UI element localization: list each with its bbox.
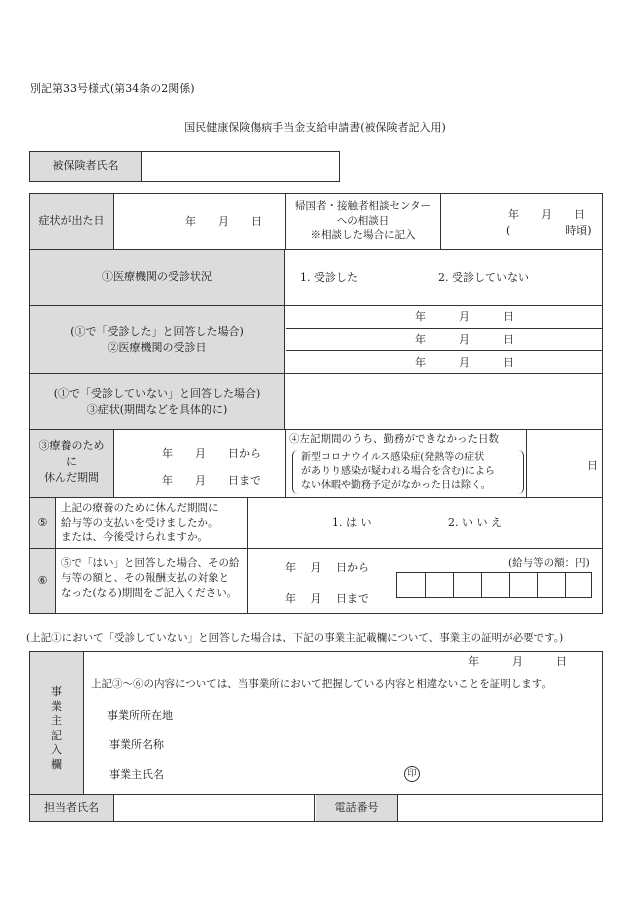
q4-from-date[interactable]: 年 月 日から xyxy=(162,447,261,460)
q5-question: 上記の療養のために休んだ期間に 給与等の支払いを受けましたか。 または、今後受けられますか。 xyxy=(57,498,248,548)
employer-address-label: 事業所所在地 xyxy=(107,709,173,722)
contact-person-label: 担当者氏名 xyxy=(30,795,114,821)
insured-name-box xyxy=(29,151,340,182)
employer-side-label: 事 業 主 記 入 欄 xyxy=(30,652,84,794)
consult-center-label: 帰国者・接触者相談センター への相談日 ※相談した場合に記入 xyxy=(286,194,441,249)
employer-date[interactable]: 年 月 日 xyxy=(468,655,567,668)
form-reference: 別記第33号様式(第34条の2関係) xyxy=(30,82,195,95)
consult-center-date[interactable]: 年 月 日 xyxy=(508,208,585,221)
q6-amount-label: (給与等の額：円) xyxy=(508,557,590,569)
q5-option-yes[interactable]: 1. は い xyxy=(332,516,372,529)
q4-days-unit: 日 xyxy=(587,459,598,472)
application-table xyxy=(29,193,603,614)
seal-mark: 印 xyxy=(404,766,420,782)
contact-person-field[interactable] xyxy=(115,795,315,821)
q1-option-not-visited[interactable]: 2. 受診していない xyxy=(438,271,529,284)
employer-owner-label: 事業主氏名 xyxy=(109,768,164,781)
q2-date-3[interactable]: 年 月 日 xyxy=(415,356,514,369)
q6-from-date[interactable]: 年 月 日から xyxy=(285,561,369,574)
employer-name-label: 事業所名称 xyxy=(109,738,164,751)
q4-to-date[interactable]: 年 月 日まで xyxy=(162,474,261,487)
q4-label: ③療養のため に 休んだ期間 xyxy=(30,430,114,497)
phone-label: 電話番号 xyxy=(316,795,398,821)
employer-note: (上記①において「受診していない」と回答した場合は、下記の事業主記載欄について、事業主の証明が必要です。) xyxy=(26,632,564,644)
q6-to-date[interactable]: 年 月 日まで xyxy=(285,592,369,605)
q2-label: (①で「受診した」と回答した場合) ②医療機関の受診日 xyxy=(30,306,285,373)
insured-name-field[interactable] xyxy=(143,152,339,181)
employer-certify-text: 上記③～⑥の内容については、当事業所において把握している内容と相違ないことを証明します。 xyxy=(91,678,552,690)
symptom-date-field[interactable]: 年 月 日 xyxy=(185,215,262,228)
q2-date-2[interactable]: 年 月 日 xyxy=(415,333,514,346)
q3-label: (①で「受診していない」と回答した場合) ③症状(期間などを具体的に) xyxy=(30,374,285,429)
q6-question: ⑤で「はい」と回答した場合、その給 与等の額と、その報酬支払の対象と なった(なる)期間をご記入ください。 xyxy=(57,549,248,613)
form-title: 国民健康保険傷病手当金支給申請書(被保険者記入用) xyxy=(184,121,446,134)
phone-field[interactable] xyxy=(399,795,602,821)
q6-amount-boxes[interactable] xyxy=(396,572,592,598)
q5-option-no[interactable]: 2. い い え xyxy=(448,516,502,529)
q4-days-note: 新型コロナウイルス感染症(発熱等の症状 がありり感染が疑われる場合を含む)によら ない休暇や勤務予定がなかった日は除く。 xyxy=(292,450,524,494)
q1-option-visited[interactable]: 1. 受診した xyxy=(300,271,358,284)
q4-days-label: ④左記期間のうち、勤務ができなかった日数 xyxy=(289,433,499,445)
employer-section xyxy=(29,651,603,822)
q6-number: ⑥ xyxy=(30,549,56,613)
q1-label: ①医療機関の受診状況 xyxy=(30,250,285,305)
insured-name-label: 被保険者氏名 xyxy=(30,152,142,181)
symptom-date-label: 症状が出た日 xyxy=(30,194,114,249)
q3-symptom-field[interactable] xyxy=(286,374,602,429)
consult-center-time[interactable]: ( 時頃) xyxy=(506,224,592,237)
q2-date-1[interactable]: 年 月 日 xyxy=(415,310,514,323)
q5-number: ⑤ xyxy=(30,498,56,548)
